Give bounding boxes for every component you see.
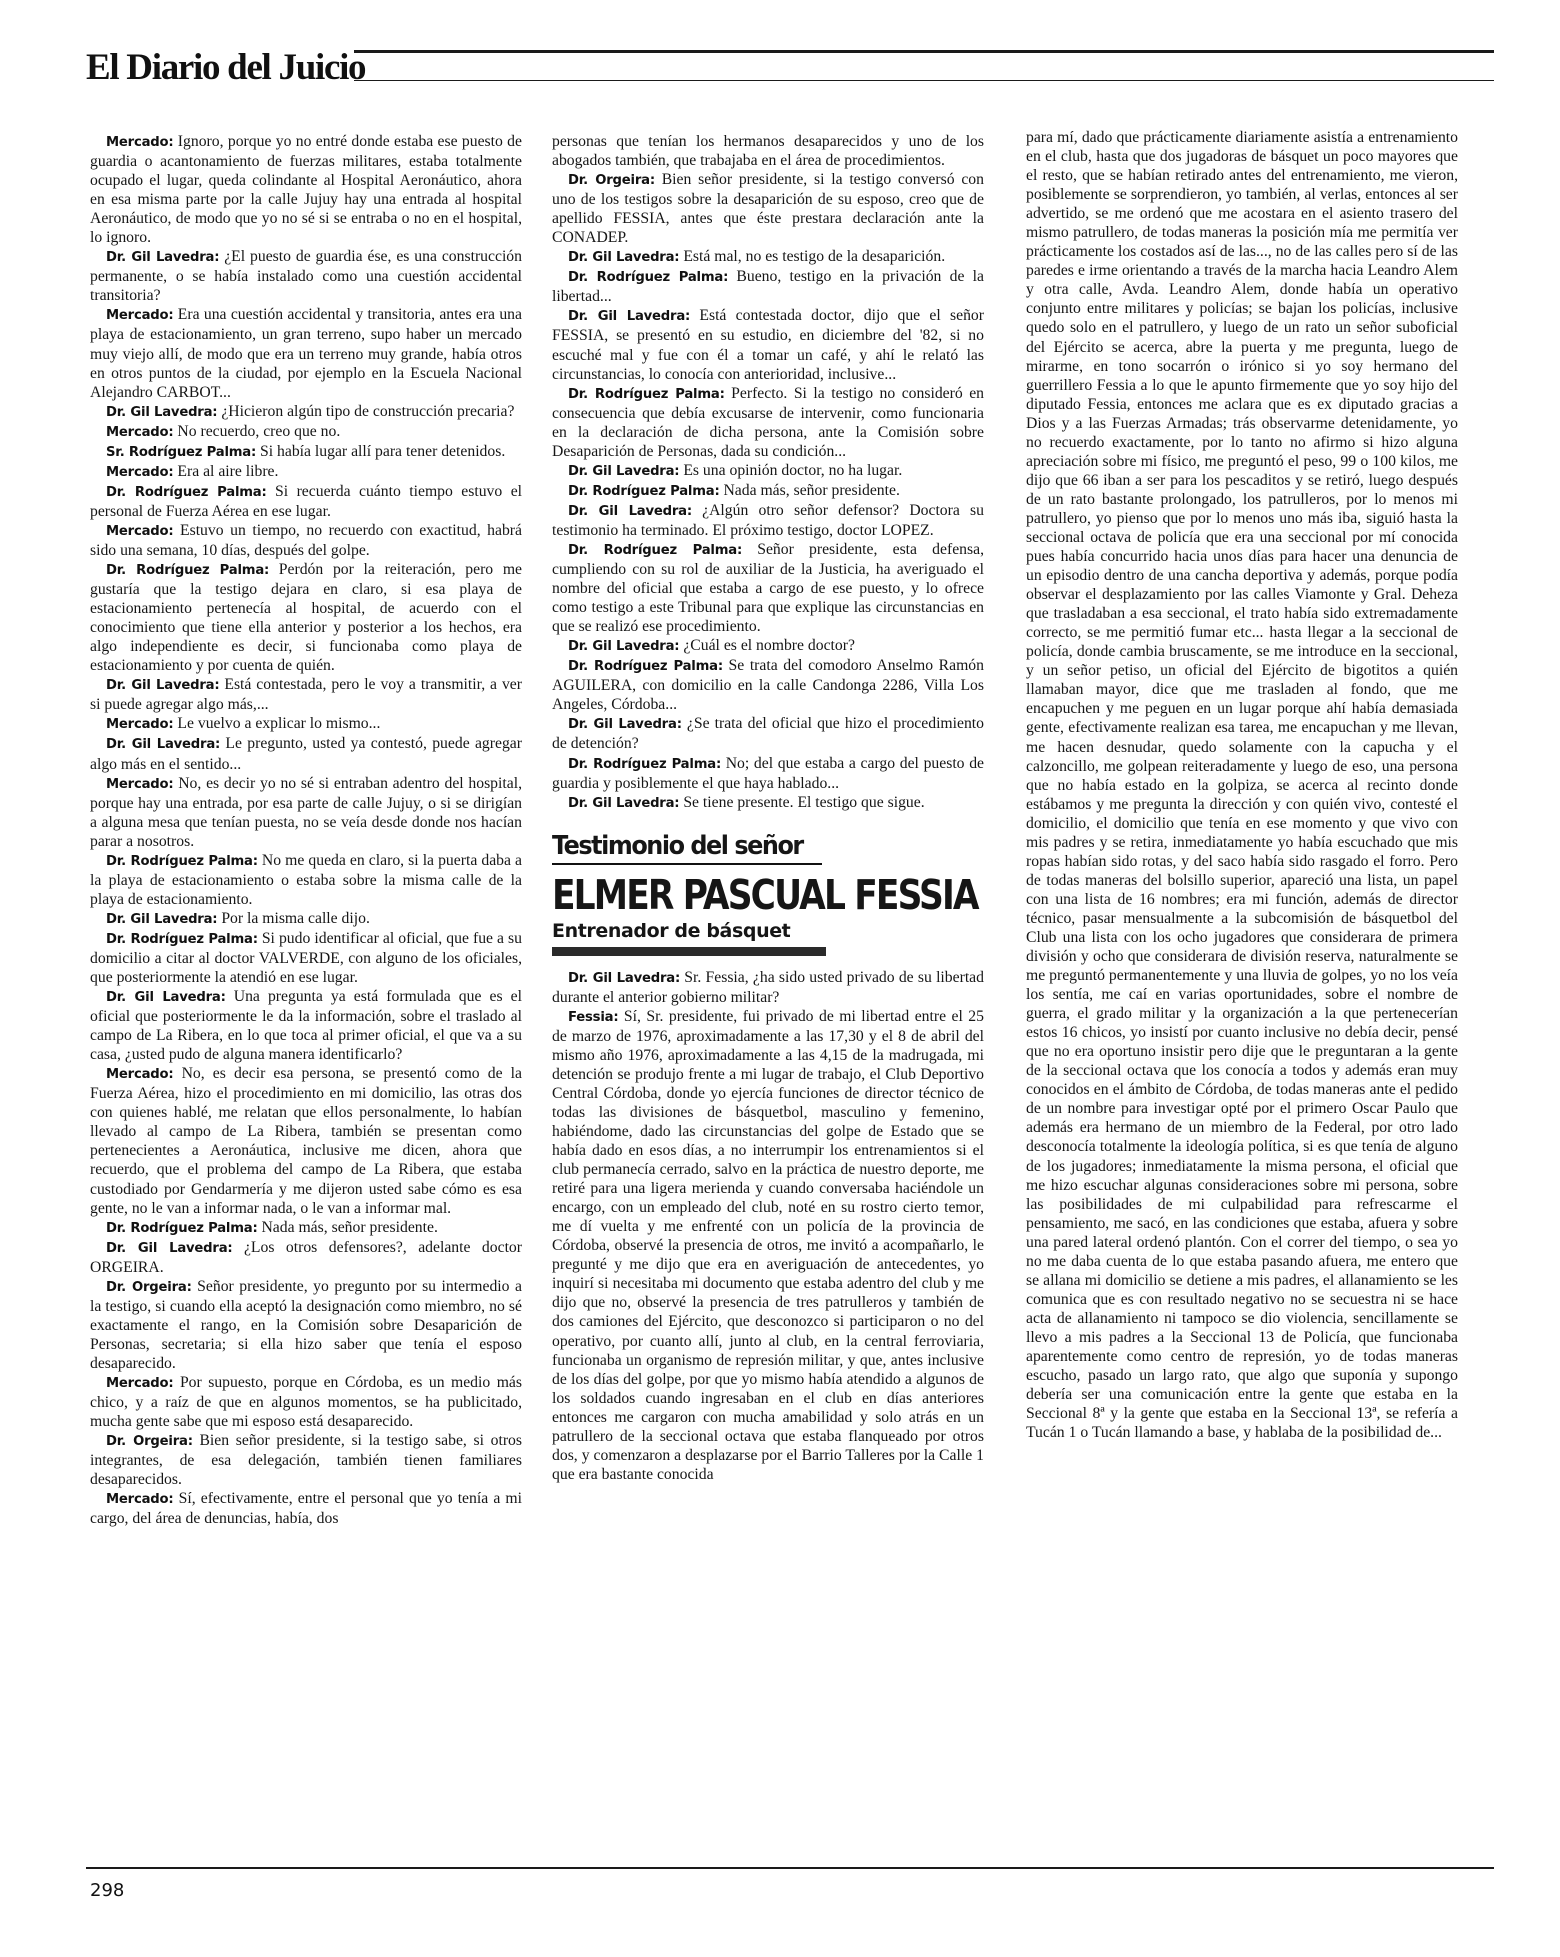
speech-text: Le vuelvo a explicar lo mismo... [173, 715, 381, 733]
speech-text: No; del que estaba a cargo del puesto de guardia y posiblemente el que haya hablado... [552, 754, 985, 792]
transcript-paragraph [90, 714, 522, 734]
transcript-paragraph [90, 1064, 522, 1217]
transcript-paragraph [90, 1218, 522, 1238]
transcript-paragraph [90, 1277, 522, 1373]
speech-text: Está contestada, pero le voy a transmitir, a ver si puede agregar algo más,... [90, 676, 522, 714]
speaker-name: Dr. Rodríguez Palma: [568, 542, 743, 558]
speech-text: Ignoro, porque yo no entré donde estaba ese puesto de guardia o acantonamiento de fuerzas militares, estaba totalmente ocupado el lugar, queda colindante al Hospital Aeronáutico, ahora en esa misma parte por la calle Jujuy hay una entrada al hospital Aeronáutico, de modo que yo no sé si se entraba o no en el hospital, lo ignoro. [90, 133, 522, 247]
transcript-paragraph [552, 170, 984, 247]
testimony-kicker: Testimonio del señor [552, 830, 803, 861]
speech-text: Por la misma calle dijo. [217, 909, 370, 927]
footer-rule [86, 1867, 1494, 1869]
speech-text: No, es decir yo no sé si entraban adentro del hospital, porque hay una entrada, por esa parte de calle Jujuy, o si se dirigían a alguna mesa que tenían puesta, no se veía desde donde nos hacían parar a nosotros. [90, 774, 522, 850]
transcript-paragraph [90, 247, 522, 305]
transcript-paragraph [90, 909, 522, 929]
speaker-name: Dr. Orgeira: [568, 173, 655, 189]
speaker-name: Sr. Rodríguez Palma: [106, 444, 257, 460]
speaker-name: Mercado: [106, 523, 174, 539]
transcript-paragraph [90, 734, 522, 773]
speaker-name: Dr. Rodríguez Palma: [106, 563, 270, 579]
speech-text: Era una cuestión accidental y transitoria, antes era una playa de estacionamiento, un gran terreno, supo haber un mercado muy viejo allí, de modo que era un terreno muy grande, había otros en otros puntos de la ciudad, por ejemplo en la Escuela Nacional Alejandro CARBOT... [90, 306, 522, 401]
speaker-name: Dr. Gil Lavedra: [568, 503, 692, 519]
speech-text: personas que tenían los hermanos desaparecidos y uno de los abogados también, que trabajaba en el área de procedimientos. [552, 133, 984, 170]
speech-text: Sr. Fessia, ¿ha sido usted privado de su libertad durante el anterior gobierno militar? [552, 968, 984, 1006]
column-3 [1026, 128, 1458, 1442]
speaker-name: Mercado: [106, 464, 174, 480]
transcript-paragraph [552, 501, 984, 540]
page-number: 298 [90, 1880, 125, 1901]
speech-text: ¿Algún otro señor defensor? Doctora su testimonio ha terminado. El próximo testigo, doctor LOPEZ. [552, 501, 984, 539]
transcript-paragraph [552, 754, 984, 793]
speaker-name: Dr. Gil Lavedra: [106, 911, 218, 927]
transcript-paragraph [90, 851, 522, 909]
speaker-name: Mercado: [106, 424, 174, 440]
transcript-paragraph [90, 422, 522, 442]
speaker-name: Dr. Rodríguez Palma: [568, 756, 722, 772]
column-1 [90, 132, 522, 1528]
publication-title: El Diario del Juicio [86, 47, 366, 88]
transcript-paragraph [90, 132, 522, 247]
speech-text: Si recuerda cuánto tiempo estuvo el personal de Fuerza Aérea en ese lugar. [90, 482, 523, 520]
heading-bar [552, 947, 826, 956]
speech-text: Es una opinión doctor, no ha lugar. [679, 461, 903, 479]
testimony-heading [552, 831, 984, 956]
speech-text: Señor presidente, yo pregunto por su intermedio a la testigo, si cuando ella aceptó la designación como miembro, no sé exactamente el rango, en la Comisión sobre Desaparición de Personas, secretaria; si ella hizo saber que tenía el esposo desaparecido. [90, 1277, 522, 1372]
transcript-paragraph [90, 521, 522, 560]
speaker-name: Dr. Gil Lavedra: [568, 639, 680, 655]
masthead-rule-bottom [354, 80, 1494, 81]
speech-text: No recuerdo, creo que no. [173, 422, 341, 440]
speech-text: Perdón por la reiteración, pero me gustaría que la testigo dejara en claro, si esa playa de estacionamiento pertenecía al hospital, de acuerdo con el conocimiento que tiene ella anterior y posterior a los hechos, era algo independiente es decir, si funcionaba como playa de estacionamiento y por cuenta de quién. [90, 561, 523, 675]
testimony-continuation: para mí, dado que prácticamente diariamente asistía a entrenamiento en el club, hasta que dos jugadoras de básquet un poco mayores que el resto, que se habían retirado antes del entrenamiento, me vieron, posiblemente se sorprendieron, yo también, al verlas, entonces al ser advertido, se me ordenó que me acostara en el asiento trasero del mismo patrullero, de todas maneras la posición mía me permitía ver prácticamente los costados así de las..., no de las calles pero sí de las paredes e irme orientando a través de la marcha hacia Leandro Alem y otra calle, Avda. Leandro Alem, donde había un operativo conjunto entre militares y policías; se bajan los policías, inclusive quedo solo en el patrullero, y luego de un rato un señor suboficial del Ejército se acerca, abre la puerta y me pregunta, luego de mirarme, en tono socarrón o irónico si yo soy hermano del guerrillero Fessia a lo que le apunto firmemente que yo soy hijo del diputado Fessia, entonces me aclara que es ex diputado gracias a Dios y a las Fuerzas Armadas; trás observarme detenidamente, yo no recuerdo exactamente, por lo tanto no afirmo si hizo alguna apreciación sobre mi físico, me preguntó el peso, 99 o 100 kilos, me dijo que 66 iban a ser para los pescaditos y se retiró, luego después de un rato bastante prolongado, los patrulleros, por lo menos mi patrullero, yo pienso que por lo menos uno más iba, siguió hasta la seccional octava de policía que era una seccional por mí conocida pues había concurrido hacia unos días para hacer una denuncia de un episodio dentro de una cancha deportiva y además, porque podía observar el desplazamiento por las calles Viamonte y Gral. Deheza que trasladaban a esa seccional, el trato había sido extremadamente correcto, se me permitió fumar etc... hasta llegar a la seccional de policía, donde cambia bruscamente, se me introduce en la seccional, y un señor petiso, un oficial del Ejército de bigotitos a quién llamaban mayor, dice que me trasladen al fondo, que me encapuchen y me peguen en un lugar porque ahí había demasiada gente, efectivamente realizan esa tarea, me encapuchan y me llevan, me hacen desnudar, quedo solamente con la capucha y el calzoncillo, me golpean reiteradamente y luego de eso, una persona que no había estado en la golpiza, se acerca al recinto donde estábamos y me pregunta la dirección y con quién vivo, contesté el domicilio, el domicilio que tenía en ese momento y que vivo con mis padres y se retira, inmediatamente yo había escuchado que mis ropas habían sido rotas, y del saco había sido rasgado el forro. Pero de todas maneras del bolsillo superior, apareció una lista, un papel con una lista de 16 nombres; era mi función, además de director técnico, pasar mensualmente a la subcomisión de básquetbol del Club una lista con los ocho jugadores que considerara de primera división y ocho que considerara de división reserva, naturalmente se me preguntó permanentemente y una lluvia de golpes, yo no los veía los sentía, me caí en varias oportunidades, sobre el nombre de guerra, el grado militar y la organización a la que pertenecerían estos 16 chicos, yo insistí por cuanto inclusive no debía decir, pensé que no era oportuno insistir pero dije que le preguntaran a la gente de la seccional octava que los conocía a todos y además eran muy conocidos en el ámbito de Córdoba, de todas maneras ante el pedido de un nombre para investigar opté por el primero Oscar Paulo que además era hermano de un miembro de la Federal, por otro lado desconocía totalmente la ideología política, si es que tenía de alguno de los jugadores; inmediatamente la misma persona, el oficial que me hizo escuchar algunas consideraciones sobre mi persona, sobre las posibilidades de mi culpabilidad para refrescarme el pensamiento, me sacó, en las condiciones que estaba, afuera y sobre una pared lateral ordenó plantón. Con el correr del tiempo, o sea yo no me daba cuenta de lo que estaba pasando afuera, me entero que se allana mi domicilio se detiene a mis padres, el allanamiento se les comunica que es con resultado negativo no se secuestra ni se hace acta de allanamiento ni tampoco se dio violencia, sencillamente se llevo a mis padres a la Seccional 13 de Policía, que funcionaba aparentemente como centro de represión, yo de todas maneras escucho, pasado un largo rato, que algo que suponía y supongo debería ser una comunicación entre la gente que estaba en la Seccional 8ª y la gente que estaba en la Seccional 13ª, se refería a Tucán 1 o Tucán llamando a base, y hablaba de la posibilidad de... [1026, 129, 1458, 1442]
speaker-name: Dr. Gil Lavedra: [568, 795, 680, 811]
speech-text: No, es decir esa persona, se presentó como de la Fuerza Aérea, hizo el procedimiento en mi domicilio, las otras dos con quienes hablé, me relatan que ellos personalmente, lo habían llevado al campo de La Ribera, también se presentan como pertenecientes a Aeronáutica, inclusive me dicen, ahora que recuerdo, que el problema del campo de La Ribera, que estaba custodiado por Gendarmería y me dijeron usted sabe cómo es esa gente, no le van a informar nada, o le van a informar mal. [90, 1065, 522, 1217]
witness-role: Entrenador de básquet [552, 919, 791, 942]
speech-text: Estuvo un tiempo, no recuerdo con exactitud, habrá sido una semana, 10 días, después del golpe. [90, 521, 522, 559]
transcript-paragraph [90, 929, 522, 987]
speaker-name: Dr. Orgeira: [106, 1279, 192, 1295]
transcript-paragraph [90, 482, 522, 521]
speech-text: Se tiene presente. El testigo que sigue. [679, 793, 925, 811]
speaker-name: Dr. Rodríguez Palma: [106, 1220, 258, 1236]
speaker-name: Dr. Rodríguez Palma: [106, 484, 267, 500]
speech-text: Por supuesto, porque en Córdoba, es un medio más chico, y a raíz de que en algunos momentos, se ha publicitado, mucha gente sabe que mi esposo está desaparecido. [90, 1374, 522, 1431]
speech-text: Le pregunto, usted ya contestó, puede agregar algo más en el sentido... [90, 735, 522, 773]
masthead [86, 46, 1494, 92]
speech-text: Si pudo identificar al oficial, que fue a su domicilio a citar al doctor VALVERDE, con alguno de los oficiales, que posteriormente la atendió en ese lugar. [90, 929, 522, 987]
transcript-paragraph [552, 540, 984, 636]
speaker-name: Dr. Rodríguez Palma: [106, 931, 258, 947]
transcript-paragraph [552, 968, 984, 1007]
speaker-name: Dr. Rodríguez Palma: [568, 483, 720, 499]
speech-text: Está mal, no es testigo de la desaparición. [679, 248, 946, 266]
speaker-name: Dr. Gil Lavedra: [568, 250, 680, 266]
speech-text: Una pregunta ya está formulada que es el oficial que posteriormente le da la información, sobre el traslado al campo de La Ribera, en lo que toca al primer oficial, el que va a su casa, ¿usted pudo de alguna manera identificarlo? [90, 988, 522, 1064]
speaker-name: Dr. Orgeira: [106, 1434, 193, 1450]
transcript-paragraph [90, 675, 522, 714]
transcript-paragraph [90, 560, 522, 675]
speech-text: Está contestada doctor, dijo que el señor FESSIA, se presentó en su estudio, en diciembre del '82, si no escuché mal y fue con él a tomar un café, y ahí le relató las circunstancias, lo conocía con anterioridad, inclusive... [552, 307, 984, 383]
transcript-paragraph [90, 402, 522, 422]
speech-text: Si había lugar allí para tener detenidos. [256, 442, 506, 460]
speech-text: ¿Hicieron algún tipo de construcción precaria? [217, 402, 515, 420]
speech-text: Perfecto. Si la testigo no consideró en consecuencia que debía excusarse de intervenir, como funcionaria en la declaración de dicha persona, ante la Comisión sobre Desaparición de Personas, dada su condición... [552, 384, 985, 460]
transcript-paragraph [552, 267, 984, 306]
column-2-transcript [552, 132, 984, 813]
speaker-name: Dr. Rodríguez Palma: [568, 270, 729, 286]
speech-text: Sí, Sr. presidente, fui privado de mi libertad entre el 25 de marzo de 1976, aproximadamente a las 17,30 y el 8 de abril del mismo año 1976, aproximadamente a las 4,15 de la madrugada, mi detención se produjo frente a mi lugar de trabajo, el Club Deportivo Central Córdoba, donde yo ejercía funciones de director técnico de todas las divisiones de básquetbol, masculino y femenino, habiéndome, dado las circunstancias del golpe de Estado que se había dado en esos días, a no interrumpir los entrenamientos si el club permanecía cerrado, salvo en la práctica de nuestro deporte, me retiré para una ligera merienda y cuando conversaba haciéndole un encargo, con un empleado del club, noté en su rostro cierto temor, me dí vuelta y me enfrenté con un policía de la provincia de Córdoba, observé la presencia de otros, me invitó a acompañarlo, le pregunté y me dijo que era en averiguación de antecedentes, yo inquirí si necesitaba mi documento que estaba adentro del club y me dijo que no, observé la presencia de tres patrulleros y también de dos camiones del Ejército, que desconozco si participaron o no del operativo, por cuanto allí, junto al club, en la central ferroviaria, funcionaba un organismo de represión militar, y que, antes inclusive de los días del golpe, por que yo mismo había atendido a algunos de los soldados cuando ingresaban en el club en días anteriores entonces me cargaron con mucha amabilidad y solo atrás en un patrullero de la seccional octava que estaba flanqueado por otros dos, y comenzaron a desplazarse por el Barrio Talleres por la Calle 1 que era bastante conocida [552, 1007, 984, 1483]
speaker-name: Mercado: [106, 308, 174, 324]
speech-text: Sí, efectivamente, entre el personal que yo tenía a mi cargo, del área de denuncias, había, dos [90, 1490, 522, 1528]
transcript-paragraph [552, 132, 984, 170]
speaker-name: Dr. Gil Lavedra: [106, 990, 226, 1006]
witness-name: ELMER PASCUAL FESSIA [552, 870, 978, 919]
speaker-name: Fessia: [568, 1009, 619, 1025]
column-2-testimony [552, 968, 984, 1484]
speaker-name: Mercado: [106, 717, 174, 733]
speech-text: Bien señor presidente, si la testigo sabe, si otros integrantes, de esa delegación, también tienen familiares desaparecidos. [90, 1432, 522, 1489]
transcript-paragraph [90, 462, 522, 482]
transcript-paragraph [90, 987, 522, 1064]
transcript-paragraph [552, 714, 984, 753]
transcript-paragraph [552, 306, 984, 383]
speech-text: Nada más, señor presidente. [257, 1218, 438, 1236]
speaker-name: Mercado: [106, 1067, 174, 1083]
transcript-paragraph [90, 774, 522, 851]
speaker-name: Mercado: [106, 776, 174, 792]
speaker-name: Dr. Gil Lavedra: [106, 737, 221, 753]
speech-text: No me queda en claro, si la puerta daba a la playa de estacionamiento o estaba sobre la misma calle de la playa de estacionamiento. [90, 851, 523, 908]
speaker-name: Dr. Gil Lavedra: [106, 678, 220, 694]
transcript-paragraph [90, 1373, 522, 1431]
transcript-paragraph [552, 636, 984, 656]
transcript-paragraph [552, 793, 984, 813]
transcript-paragraph [552, 481, 984, 501]
transcript-paragraph [90, 305, 522, 401]
speaker-name: Dr. Rodríguez Palma: [568, 659, 723, 675]
speaker-name: Dr. Gil Lavedra: [106, 1240, 233, 1256]
speaker-name: Mercado: [106, 1376, 174, 1391]
transcript-paragraph [90, 1489, 522, 1528]
speech-text: Era al aire libre. [173, 462, 279, 480]
speech-text: ¿Se trata del oficial que hizo el procedimiento de detención? [552, 715, 984, 753]
speech-text: Nada más, señor presidente. [719, 481, 900, 499]
speaker-name: Dr. Gil Lavedra: [106, 404, 218, 420]
kicker-underline [552, 863, 822, 865]
transcript-paragraph [90, 1431, 522, 1489]
speaker-name: Dr. Rodríguez Palma: [106, 853, 258, 869]
speaker-name: Dr. Gil Lavedra: [568, 463, 680, 479]
speech-text: Bien señor presidente, si la testigo conversó con uno de los testigos sobre la desaparición de su esposo, creo que de apellido FESSIA, antes que éste prestara declaración ante la CONADEP. [552, 171, 984, 247]
column-2 [552, 132, 984, 1484]
transcript-paragraph [90, 442, 522, 462]
transcript-paragraph [552, 1007, 984, 1484]
speaker-name: Dr. Gil Lavedra: [568, 970, 681, 986]
speech-text: Se trata del comodoro Anselmo Ramón AGUILERA, con domicilio en la calle Candonga 2286, Villa Los Angeles, Córdoba... [552, 657, 984, 714]
speech-text: ¿Los otros defensores?, adelante doctor ORGEIRA. [90, 1238, 522, 1276]
transcript-paragraph [552, 461, 984, 481]
speaker-name: Dr. Gil Lavedra: [568, 309, 691, 325]
transcript-paragraph [90, 1238, 522, 1277]
speaker-name: Mercado: [106, 1492, 174, 1508]
masthead-rule-top [354, 50, 1494, 53]
transcript-paragraph [552, 247, 984, 267]
transcript-paragraph [552, 656, 984, 714]
speech-text: Señor presidente, esta defensa, cumpliendo con su rol de auxiliar de la Justicia, ha averiguado el nombre del oficial que estaba a cargo de ese puesto, y lo ofrece como testigo a este Tribunal para que explique las circunstancias en que se realizó ese procedimiento. [552, 540, 985, 636]
speaker-name: Dr. Rodríguez Palma: [568, 386, 725, 402]
speech-text: ¿Cuál es el nombre doctor? [679, 637, 855, 655]
speaker-name: Dr. Gil Lavedra: [568, 717, 682, 733]
speaker-name: Dr. Gil Lavedra: [106, 250, 220, 266]
transcript-paragraph [552, 384, 984, 461]
speech-text: Bueno, testigo en la privación de la libertad... [552, 268, 984, 306]
speech-text: ¿El puesto de guardia ése, es una construcción permanente, o se había instalado como una cuestión accidental transitoria? [90, 248, 522, 305]
speaker-name: Mercado: [106, 135, 174, 150]
